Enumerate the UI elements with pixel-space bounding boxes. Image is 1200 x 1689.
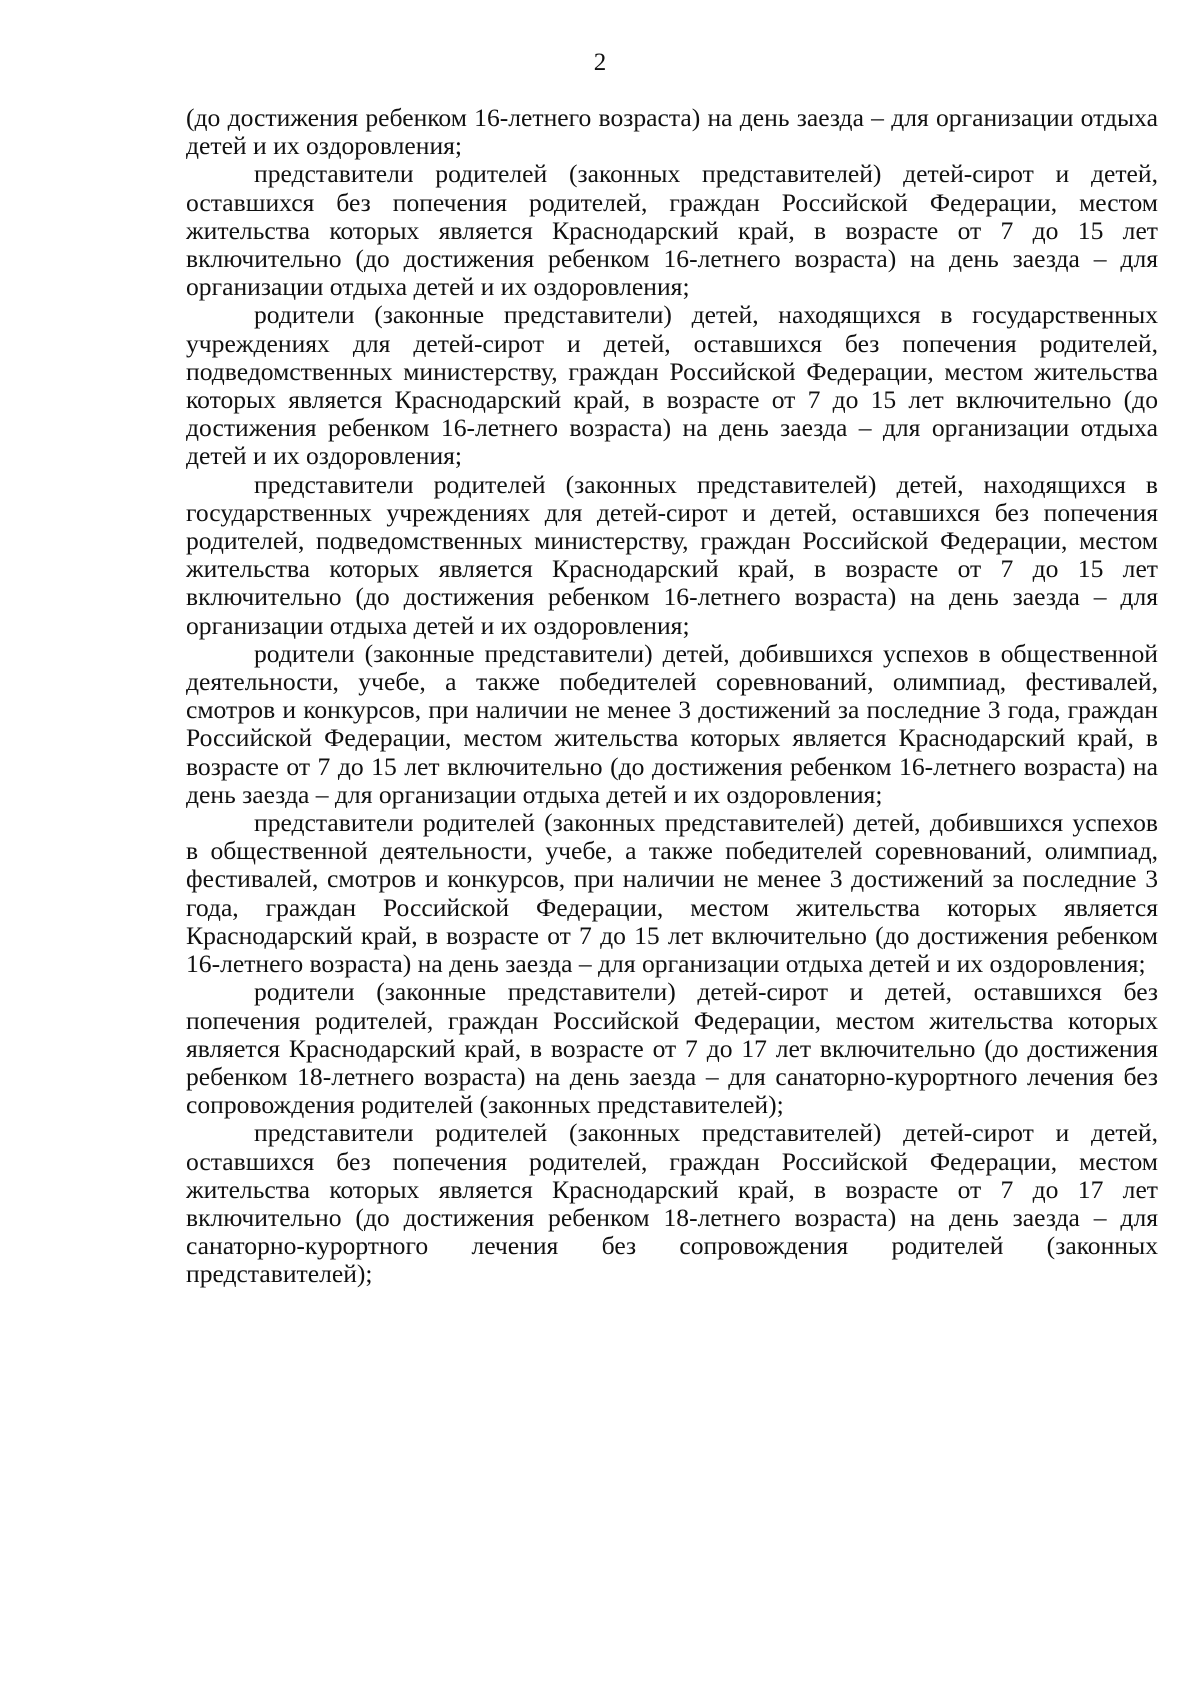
paragraph-4: представители родителей (законных представителей) детей, находящихся в государственных учреждениях для детей-сирот и детей, оставшихся без попечения родителей, подведомственных министерству, граждан Российской Федерации, местом жительства которых является Краснодарский край, в возрасте от 7 до 15 лет включительно (до достижения ребенком 16-летнего возраста) на день заезда – для организации отдыха детей и их оздоровления; — [186, 469, 1158, 640]
paragraph-2: представители родителей (законных представителей) детей-сирот и детей, оставшихся без попечения родителей, граждан Российской Федерации, местом жительства которых является Краснодарский край, в возрасте от 7 до 15 лет включительно (до достижения ребенком 16-летнего возраста) на день заезда – для организации отдыха детей и их оздоровления; — [186, 159, 1158, 302]
document-body — [186, 104, 1158, 1289]
paragraph-3: родители (законные представители) детей, находящихся в государственных учреждениях для детей-сирот и детей, оставшихся без попечения родителей, подведомственных министерству, граждан Российской Федерации, местом жительства которых является Краснодарский край, в возрасте от 7 до 15 лет включительно (до достижения ребенком 16-летнего возраста) на день заезда – для организации отдыха детей и их оздоровления; — [186, 300, 1158, 471]
paragraph-5: родители (законные представители) детей, добившихся успехов в общественной деятельности, учебе, а также победителей соревнований, олимпиад, фестивалей, смотров и конкурсов, при наличии не менее 3 достижений за последние 3 года, граждан Российской Федерации, местом жительства которых является Краснодарский край, в возрасте от 7 до 15 лет включительно (до достижения ребенком 16-летнего возраста) на день заезда – для организации отдыха детей и их оздоровления; — [186, 638, 1158, 809]
paragraph-6: представители родителей (законных представителей) детей, добившихся успехов в общественной деятельности, учебе, а также победителей соревнований, олимпиад, фестивалей, смотров и конкурсов, при наличии не менее 3 достижений за последние 3 года, граждан Российской Федерации, местом жительства которых является Краснодарский край, в возрасте от 7 до 15 лет включительно (до достижения ребенком 16-летнего возраста) на день заезда – для организации отдыха детей и их оздоровления; — [186, 808, 1158, 979]
page-number: 2 — [593, 49, 607, 76]
paragraph-1: (до достижения ребенком 16-летнего возраста) на день заезда – для организации отдыха детей и их оздоровления; — [186, 103, 1158, 161]
paragraph-7: родители (законные представители) детей-сирот и детей, оставшихся без попечения родителей, граждан Российской Федерации, местом жительства которых является Краснодарский край, в возрасте от 7 до 17 лет включительно (до достижения ребенком 18-летнего возраста) на день заезда – для санаторно-курортного лечения без сопровождения родителей (законных представителей); — [186, 977, 1158, 1120]
paragraph-8: представители родителей (законных представителей) детей-сирот и детей, оставшихся без попечения родителей, граждан Российской Федерации, местом жительства которых является Краснодарский край, в возрасте от 7 до 17 лет включительно (до достижения ребенком 18-летнего возраста) на день заезда – для санаторно-курортного лечения без сопровождения родителей (законных представителей); — [186, 1118, 1158, 1289]
